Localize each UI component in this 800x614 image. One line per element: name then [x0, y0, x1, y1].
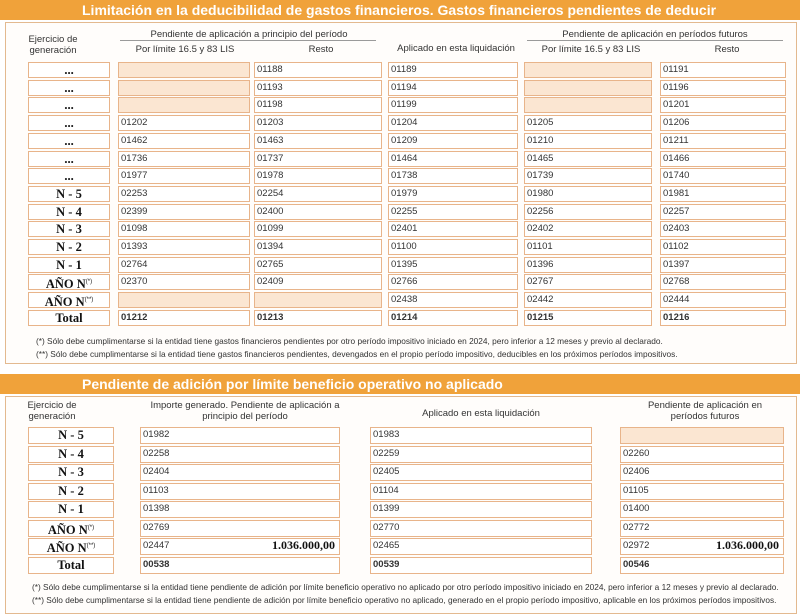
s1-header-ejercicio: Ejercicio de generación	[28, 34, 78, 56]
year-label	[28, 427, 114, 444]
field-code: 01399	[373, 503, 400, 514]
field-code: 01397	[663, 258, 690, 270]
footnote-mark: (**)	[86, 543, 96, 549]
year-text: AÑO N	[45, 277, 86, 292]
field-code: 01214	[391, 311, 418, 323]
form-field[interactable]	[370, 464, 592, 481]
s1-header-pendiente-inicio: Pendiente de aplicación a principio del período	[150, 29, 348, 40]
form-field[interactable]	[254, 133, 382, 149]
field-amount: 1.036.000,00	[716, 538, 779, 552]
field-code: 01211	[663, 134, 689, 146]
field-code: 01977	[121, 170, 148, 182]
form-field[interactable]	[388, 62, 518, 78]
year-text: N - 5	[58, 428, 84, 442]
section1-title: Limitación en la deducibilidad de gastos financieros. Gastos financieros pendientes de deducir	[82, 2, 717, 18]
field-code: 00546	[623, 558, 650, 570]
field-code: 02767	[527, 276, 554, 288]
field-code: 01210	[527, 134, 554, 146]
s1-footnote-2: (**) Sólo debe cumplimentarse si la entidad tiene gastos financieros pendientes, devengados en el propio período impositivo, deducibles en los próximos períodos impositivos.	[36, 349, 678, 359]
form-field[interactable]	[140, 520, 340, 537]
field-code: 02765	[257, 258, 284, 270]
field-code: 02444	[663, 294, 690, 306]
form-field[interactable]	[620, 427, 784, 444]
form-field[interactable]	[524, 292, 652, 308]
field-code: 01736	[121, 152, 148, 164]
form-field[interactable]	[370, 520, 592, 537]
form-field[interactable]	[524, 151, 652, 167]
field-code: 01394	[257, 241, 284, 252]
year-label	[28, 483, 114, 500]
field-code: 02253	[121, 187, 148, 199]
field-code: 02257	[663, 205, 690, 217]
form-field[interactable]	[524, 115, 652, 131]
form-field[interactable]	[254, 97, 382, 113]
field-code: 01740	[663, 170, 690, 182]
field-code: 01193	[257, 81, 283, 93]
field-code: 01209	[391, 134, 418, 146]
year-label	[28, 464, 114, 481]
year-text: N - 3	[58, 465, 84, 479]
form-field[interactable]	[660, 115, 786, 131]
field-code: 02770	[373, 521, 400, 533]
form-field[interactable]	[140, 501, 340, 518]
s1-header-resto: Resto	[308, 44, 334, 55]
year-label	[28, 310, 110, 326]
field-code: 02402	[527, 223, 554, 235]
form-field[interactable]	[254, 151, 382, 167]
form-field[interactable]	[254, 80, 382, 96]
form-field[interactable]	[118, 186, 250, 202]
field-code: 01398	[143, 503, 170, 514]
year-text: N - 1	[56, 257, 82, 272]
form-field[interactable]	[388, 310, 518, 326]
form-field[interactable]	[254, 115, 382, 131]
form-field[interactable]	[524, 274, 652, 290]
year-text: N - 3	[56, 222, 82, 237]
field-code: 02401	[391, 223, 418, 235]
form-field[interactable]	[388, 133, 518, 149]
form-field[interactable]	[660, 292, 786, 308]
form-field[interactable]	[388, 151, 518, 167]
form-field[interactable]	[254, 292, 382, 308]
year-text: ...	[64, 116, 74, 131]
field-code: 02465	[373, 540, 400, 551]
form-field[interactable]	[620, 446, 784, 463]
form-field[interactable]	[524, 221, 652, 237]
form-field[interactable]	[660, 221, 786, 237]
form-field[interactable]	[524, 257, 652, 273]
s2-header-aplicado: Aplicado en esta liquidación	[422, 408, 540, 419]
year-label	[28, 186, 110, 202]
s1-header-rule	[120, 40, 376, 41]
year-text: N - 1	[58, 502, 84, 516]
year-text: N - 4	[56, 204, 82, 219]
field-code: 01102	[663, 241, 689, 252]
form-field[interactable]	[660, 168, 786, 184]
form-field[interactable]	[118, 115, 250, 131]
form-field[interactable]	[118, 204, 250, 220]
year-label	[28, 151, 110, 167]
field-code: 01396	[527, 258, 554, 270]
field-code: 01105	[623, 484, 649, 496]
form-field[interactable]	[254, 62, 382, 78]
field-code: 01205	[527, 117, 554, 129]
form-field[interactable]	[660, 186, 786, 202]
form-field[interactable]	[524, 62, 652, 78]
form-field[interactable]	[370, 501, 592, 518]
field-code: 01104	[373, 484, 399, 496]
s1-header-limite: Por límite 16.5 y 83 LIS	[135, 44, 235, 55]
field-code: 01101	[527, 241, 553, 252]
form-field[interactable]	[660, 151, 786, 167]
field-code: 01099	[257, 223, 284, 235]
form-field[interactable]	[524, 133, 652, 149]
form-field[interactable]	[140, 483, 340, 500]
field-code: 01978	[257, 170, 284, 182]
form-field[interactable]	[254, 186, 382, 202]
field-code: 02403	[663, 223, 690, 235]
form-field[interactable]	[660, 97, 786, 113]
form-field[interactable]	[660, 274, 786, 290]
year-label	[28, 221, 110, 237]
form-field[interactable]	[118, 97, 250, 113]
form-field[interactable]	[660, 239, 786, 255]
field-code: 02256	[527, 205, 554, 217]
form-field[interactable]	[388, 292, 518, 308]
field-code: 00538	[143, 558, 170, 570]
form-field[interactable]	[388, 115, 518, 131]
form-field[interactable]	[388, 274, 518, 290]
field-code: 02260	[623, 447, 650, 459]
field-code: 01400	[623, 503, 650, 514]
form-field[interactable]	[388, 239, 518, 255]
field-code: 02254	[257, 187, 284, 199]
section1-title-bar	[0, 0, 800, 20]
field-code: 02255	[391, 205, 418, 217]
form-field[interactable]	[524, 186, 652, 202]
footnote-mark: (*)	[85, 279, 93, 286]
form-field[interactable]	[388, 257, 518, 273]
field-code: 02259	[373, 447, 400, 459]
form-field[interactable]	[254, 274, 382, 290]
form-field[interactable]	[118, 292, 250, 308]
year-label	[28, 446, 114, 463]
year-label	[28, 115, 110, 131]
form-field[interactable]	[140, 446, 340, 463]
year-label	[28, 239, 110, 255]
form-field[interactable]	[524, 239, 652, 255]
year-label	[28, 257, 110, 273]
year-label	[28, 501, 114, 518]
year-label	[28, 274, 110, 290]
field-code: 01204	[391, 117, 418, 129]
field-code: 01198	[257, 99, 283, 111]
s2-header-importe: Importe generado. Pendiente de aplicación a principio del período	[150, 400, 340, 422]
field-code: 01982	[143, 429, 170, 440]
form-field[interactable]	[370, 483, 592, 500]
form-field[interactable]	[620, 538, 784, 555]
form-field[interactable]	[388, 80, 518, 96]
field-code: 01216	[663, 311, 690, 323]
form-field[interactable]	[388, 204, 518, 220]
field-code: 01215	[527, 311, 554, 323]
field-code: 01738	[391, 170, 418, 182]
form-field[interactable]	[118, 62, 250, 78]
field-code: 02404	[143, 466, 170, 477]
form-field[interactable]	[620, 520, 784, 537]
form-field[interactable]	[524, 168, 652, 184]
form-field[interactable]	[118, 274, 250, 290]
year-label	[28, 80, 110, 96]
form-field[interactable]	[254, 204, 382, 220]
year-text: AÑO N	[46, 541, 87, 556]
field-code: 01191	[663, 64, 689, 75]
form-field[interactable]	[620, 464, 784, 481]
field-code: 01098	[121, 223, 148, 235]
form-field[interactable]	[118, 239, 250, 255]
field-code: 01199	[391, 99, 417, 111]
field-code: 01463	[257, 134, 284, 146]
form-field[interactable]	[118, 221, 250, 237]
field-code: 02409	[257, 276, 284, 288]
year-text: N - 4	[58, 446, 84, 461]
year-label	[28, 557, 114, 574]
year-text: Total	[57, 557, 85, 572]
year-label	[28, 520, 114, 537]
year-label	[28, 62, 110, 78]
year-text: ...	[64, 169, 74, 184]
form-field[interactable]	[254, 257, 382, 273]
year-label	[28, 292, 110, 308]
field-code: 01737	[257, 152, 284, 164]
year-text: AÑO N	[44, 295, 85, 310]
footnote-mark: (*)	[87, 524, 95, 531]
form-field[interactable]	[370, 557, 592, 574]
form-field[interactable]	[254, 168, 382, 184]
field-code: 01739	[527, 170, 554, 182]
year-label	[28, 204, 110, 220]
field-code: 01100	[391, 241, 417, 252]
year-text: ...	[64, 80, 74, 95]
s1-header-resto-futuros: Resto	[714, 44, 740, 55]
form-field[interactable]	[118, 151, 250, 167]
section2-title: Pendiente de adición por límite beneficio operativo no aplicado	[82, 376, 503, 392]
s2-header-ejercicio: Ejercicio de generación	[27, 400, 77, 422]
form-field[interactable]	[140, 464, 340, 481]
field-code: 01188	[257, 64, 283, 75]
form-field[interactable]	[118, 133, 250, 149]
form-field[interactable]	[620, 483, 784, 500]
form-field[interactable]	[524, 310, 652, 326]
form-field[interactable]	[660, 62, 786, 78]
field-code: 02258	[143, 447, 170, 459]
field-code: 01196	[663, 81, 689, 93]
field-code: 02772	[623, 521, 650, 533]
s1-footnote-1: (*) Sólo debe cumplimentarse si la entidad tiene gastos financieros pendientes por otro período impositivo iniciado en 2024, pero inferior a 12 meses y previo al declarado.	[36, 336, 663, 346]
form-field[interactable]	[370, 538, 592, 555]
year-text: N - 2	[56, 240, 82, 254]
form-field[interactable]	[388, 221, 518, 237]
field-code: 02442	[527, 294, 554, 306]
year-label	[28, 97, 110, 113]
field-code: 02447	[143, 540, 170, 551]
field-code: 02400	[257, 205, 284, 217]
form-field[interactable]	[524, 97, 652, 113]
form-field[interactable]	[388, 168, 518, 184]
field-code: 01983	[373, 429, 400, 440]
year-label	[28, 133, 110, 149]
section2-title-bar	[0, 374, 800, 394]
field-code: 02768	[663, 276, 690, 288]
field-code: 02766	[391, 276, 418, 288]
form-field[interactable]	[118, 257, 250, 273]
field-code: 01103	[143, 484, 169, 496]
field-code: 01980	[527, 187, 554, 199]
year-text: N - 5	[56, 186, 82, 201]
field-code: 02764	[121, 258, 148, 270]
s2-footnote-2: (**) Sólo debe cumplimentarse si la entidad tiene pendiente de adición por límite beneficio operativo no aplicado, generado en el propio período impositivo, aplicable en los próximos períodos impositivos.	[32, 595, 777, 605]
form-field[interactable]	[370, 427, 592, 444]
field-code: 01465	[527, 152, 554, 164]
form-field[interactable]	[254, 239, 382, 255]
s1-header-pendiente-futuros: Pendiente de aplicación en períodos futuros	[562, 29, 748, 40]
form-field[interactable]	[118, 310, 250, 326]
form-field[interactable]	[388, 186, 518, 202]
year-label	[28, 538, 114, 555]
field-code: 01203	[257, 117, 284, 129]
field-code: 01466	[663, 152, 690, 164]
field-code: 01201	[663, 99, 690, 111]
field-code: 01393	[121, 241, 148, 252]
field-code: 01395	[391, 258, 418, 270]
year-text: Total	[55, 310, 83, 325]
year-text: ...	[64, 98, 74, 113]
form-field[interactable]	[140, 427, 340, 444]
field-code: 01212	[121, 311, 148, 323]
field-code: 01189	[391, 64, 417, 75]
form-field[interactable]	[524, 204, 652, 220]
field-code: 02406	[623, 466, 650, 477]
field-amount: 1.036.000,00	[272, 538, 335, 552]
form-field[interactable]	[140, 538, 340, 555]
form-field[interactable]	[140, 557, 340, 574]
field-code: 02438	[391, 294, 418, 306]
form-field[interactable]	[660, 204, 786, 220]
form-field[interactable]	[620, 557, 784, 574]
field-code: 02370	[121, 276, 148, 288]
form-field[interactable]	[660, 133, 786, 149]
field-code: 02405	[373, 466, 400, 477]
form-field[interactable]	[524, 80, 652, 96]
form-field[interactable]	[254, 310, 382, 326]
field-code: 01213	[257, 311, 284, 323]
field-code: 01981	[663, 187, 690, 199]
s1-header-aplicado: Aplicado en esta liquidación	[397, 43, 515, 54]
year-text: AÑO N	[47, 522, 88, 537]
field-code: 01202	[121, 117, 148, 129]
form-field[interactable]	[118, 168, 250, 184]
field-code: 02769	[143, 521, 170, 533]
s1-header-rule-2	[527, 40, 783, 41]
field-code: 01462	[121, 134, 148, 146]
year-label	[28, 168, 110, 184]
year-text: N - 2	[58, 483, 84, 498]
field-code: 02399	[121, 205, 148, 217]
field-code: 02972	[623, 540, 650, 551]
s2-header-pendiente: Pendiente de aplicación en períodos futuros	[647, 400, 763, 422]
form-field[interactable]	[660, 80, 786, 96]
field-code: 00539	[373, 558, 400, 570]
field-code: 01194	[391, 81, 417, 93]
year-text: ...	[64, 151, 74, 166]
field-code: 01464	[391, 152, 418, 164]
field-code: 01206	[663, 117, 690, 129]
form-field[interactable]	[660, 257, 786, 273]
form-field[interactable]	[388, 97, 518, 113]
field-code: 01979	[391, 187, 418, 199]
form-field[interactable]	[118, 80, 250, 96]
form-field[interactable]	[254, 221, 382, 237]
s1-header-limite-futuros: Por límite 16.5 y 83 LIS	[541, 44, 641, 55]
footnote-mark: (**)	[84, 297, 94, 304]
form-field[interactable]	[370, 446, 592, 463]
year-text: ...	[64, 63, 74, 77]
form-field[interactable]	[620, 501, 784, 518]
form-field[interactable]	[660, 310, 786, 326]
year-text: ...	[64, 133, 74, 148]
s2-footnote-1: (*) Sólo debe cumplimentarse si la entidad tiene pendiente de adición por límite beneficio operativo no aplicado por otro período impositivo iniciado en 2024, pero inferior a 12 meses y previo al declarado.	[32, 582, 779, 592]
